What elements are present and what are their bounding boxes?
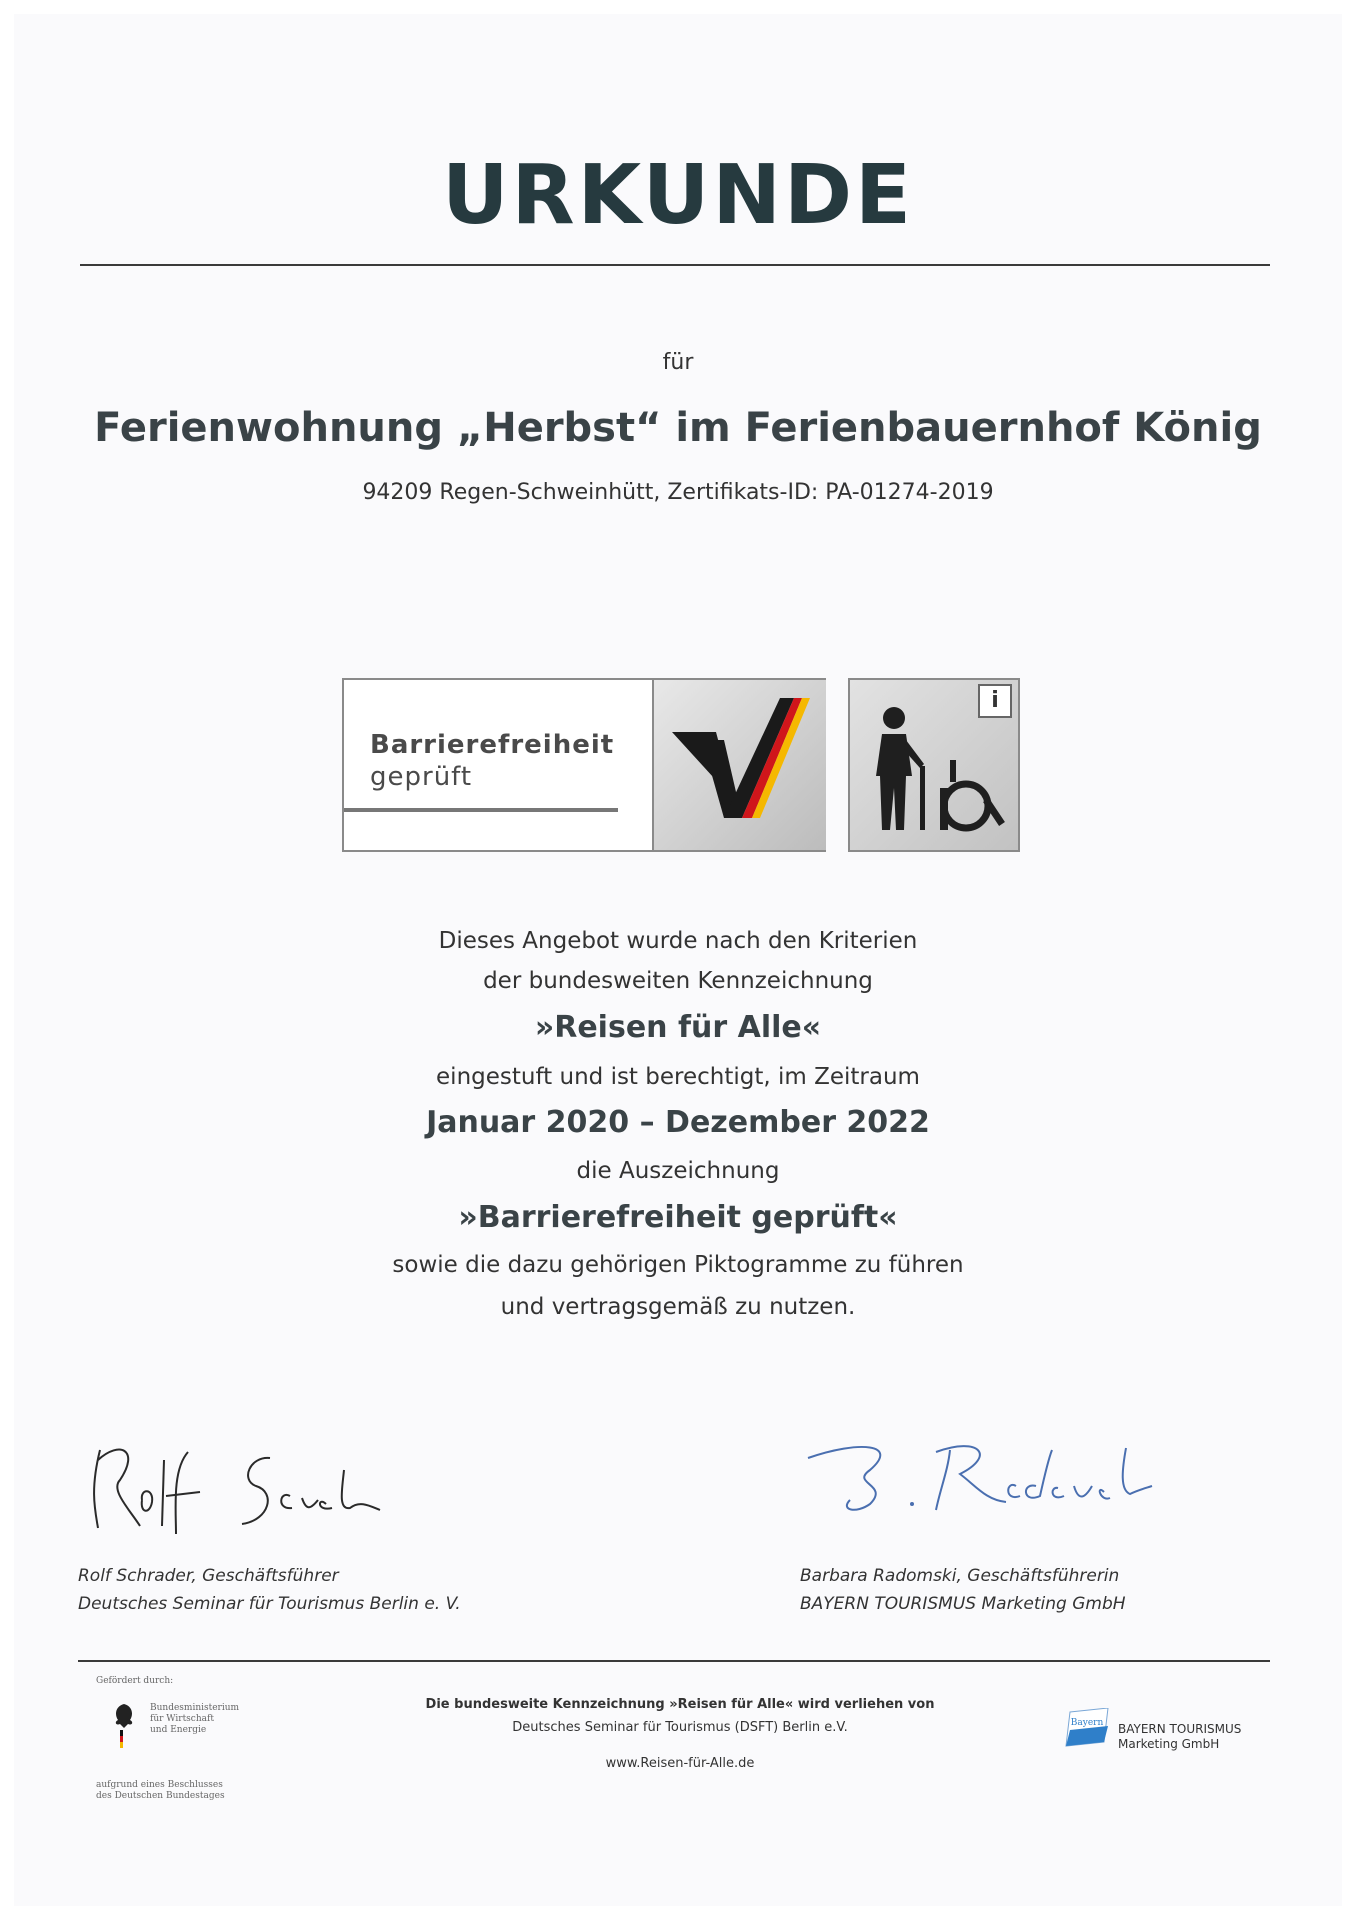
- walking-cane-icon: [850, 680, 1018, 850]
- body-line-2: der bundesweiten Kennzeichnung: [483, 968, 873, 994]
- body-line-4: die Auszeichnung: [576, 1158, 780, 1184]
- signature-b-radomski: [800, 1430, 1180, 1520]
- label-reisen-fuer-alle: »Reisen für Alle«: [534, 1010, 822, 1045]
- signer-right-org: BAYERN TOURISMUS Marketing GmbH: [800, 1594, 1126, 1614]
- logo-line2: geprüft: [370, 762, 473, 792]
- recipient-name: Ferienwohnung „Herbst“ im Ferienbauernhof König: [94, 405, 1262, 451]
- signer-left-org: Deutsches Seminar für Tourismus Berlin e. V.: [78, 1594, 461, 1614]
- footer-website: www.Reisen-für-Alle.de: [605, 1756, 755, 1771]
- footer-awarded-by: Die bundesweite Kennzeichnung »Reisen für Alle« wird verliehen von: [425, 1697, 935, 1712]
- validity-period: Januar 2020 – Dezember 2022: [426, 1105, 930, 1140]
- certificate-page: [14, 14, 1342, 1906]
- bayern-logo-word: Bayern: [1070, 1718, 1104, 1728]
- body-line-5: sowie die dazu gehörigen Piktogramme zu führen: [392, 1252, 964, 1278]
- body-line-1: Dieses Angebot wurde nach den Kriterien: [438, 928, 918, 954]
- resolution-line-1: aufgrund eines Beschlusses: [96, 1780, 223, 1790]
- resolution-line-2: des Deutschen Bundestages: [96, 1791, 225, 1801]
- ministry-line-3: und Energie: [150, 1725, 207, 1735]
- footer-organization: Deutsches Seminar für Tourismus (DSFT) Berlin e.V.: [512, 1720, 848, 1735]
- check-mark-panel: [652, 680, 826, 850]
- ministry-name: [150, 1703, 239, 1736]
- ministry-line-2: für Wirtschaft: [150, 1714, 214, 1724]
- document-title: URKUNDE: [441, 148, 915, 243]
- body-line-6: und vertragsgemäß zu nutzen.: [500, 1294, 856, 1320]
- federal-eagle-icon: [110, 1700, 138, 1750]
- signer-left-name: Rolf Schrader, Geschäftsführer: [78, 1566, 339, 1586]
- bayern-tourismus-name: [1118, 1722, 1241, 1752]
- info-badge: i: [978, 684, 1012, 718]
- label-barrierefreiheit-geprueft: »Barrierefreiheit geprüft«: [458, 1200, 898, 1235]
- accessibility-pictogram: [848, 678, 1020, 852]
- title-divider: [80, 264, 1270, 266]
- bayern-line-1: BAYERN TOURISMUS: [1118, 1722, 1242, 1736]
- signature-rolf-schrader: [80, 1430, 460, 1540]
- recipient-address: 94209 Regen-Schweinhütt, Zertifikats-ID: PA-01274-2019: [362, 480, 994, 505]
- barrierefreiheit-logo: [342, 678, 826, 852]
- ministry-line-1: Bundesministerium: [150, 1703, 240, 1713]
- funded-by-label: Gefördert durch:: [96, 1676, 174, 1686]
- signer-right-name: Barbara Radomski, Geschäftsführerin: [800, 1566, 1120, 1586]
- for-label: für: [662, 350, 694, 375]
- bayern-line-2: Marketing GmbH: [1118, 1737, 1220, 1751]
- logo-underline: [344, 808, 618, 812]
- check-mark-icon: [654, 680, 826, 850]
- footer-divider: [78, 1660, 1270, 1662]
- logo-line1: Barrierefreiheit: [370, 730, 615, 760]
- body-line-3: eingestuft und ist berechtigt, im Zeitraum: [436, 1064, 920, 1090]
- bayern-tourismus-logo: [1064, 1708, 1110, 1748]
- resolution-note: [96, 1780, 225, 1802]
